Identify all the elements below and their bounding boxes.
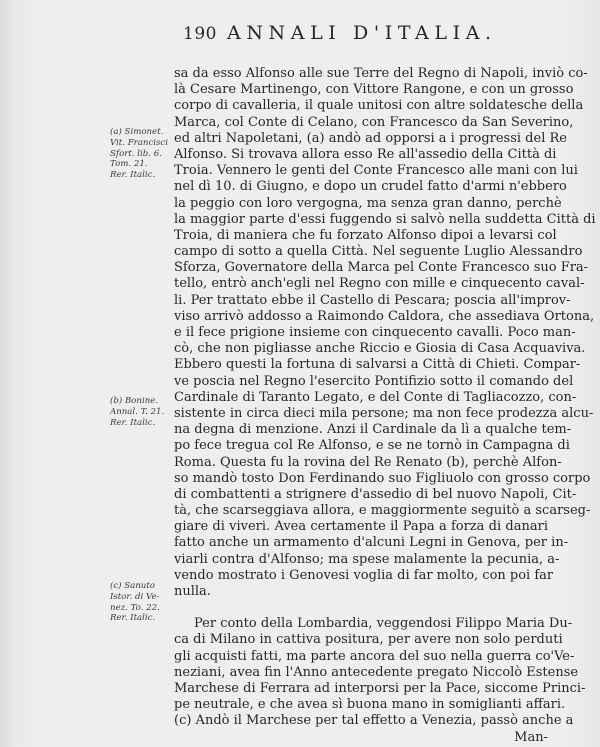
text-line: Per conto della Lombardia, veggendosi Filippo Maria Du- [194,616,573,632]
text-line: pe neutrale, e che avea sì buona mano in somiglianti affari. [174,697,566,713]
text-line: viso arrivò addosso a Raimondo Caldora, che assediava Ortona, [174,308,595,324]
margin-note-line: (c) Sanuto [110,581,155,591]
text-line: la peggio con loro vergogna, ma senza gran danno, perchè [174,195,562,211]
text-line: ed altri Napoletani, (a) andò ad opporsi a i progressi del Re [174,130,567,146]
margin-note-line: Vit. Francisci [110,137,168,148]
text-line: cò, che non pigliasse anche Riccio e Giosia di Casa Acquaviva. [174,341,586,357]
margin-note-line: Sfort. lib. 6. [110,148,162,159]
text-line: Alfonso. Si trovava allora esso Re all'assedio della Città di [174,146,557,162]
margin-note-line: nez. To. 22. [110,602,160,613]
page-number: 190 [183,24,217,44]
text-line: gli acquisti fatti, ma parte ancora del suo nella guerra co'Ve- [174,648,575,664]
text-line: Troia, di maniera che fu forzato Alfonso dipoi a levarsi col [174,227,557,243]
page-header [183,22,543,48]
text-line: tà, che scarseggiava allora, e maggiormente seguitò a scarseg- [174,503,591,519]
text-line: Troia. Vennero le genti del Conte Francesco alle mani con lui [174,163,578,179]
text-line: e il fece prigione insieme con cinquecento cavalli. Poco man- [174,325,576,340]
text-line: là Cesare Martinengo, con Vittore Rangone, e con un grosso [174,82,574,98]
text-line: sa da esso Alfonso alle sue Terre del Regno di Napoli, inviò co- [174,66,588,81]
text-line: (c) Andò il Marchese per tal effetto a Venezia, passò anche a [174,713,574,729]
margin-note-line: Rer. Italic. [110,613,156,624]
margin-note-c [110,581,178,624]
main-text [174,66,596,746]
margin-note-line: Tom. 21. [110,159,148,170]
text-line: corpo di cavalleria, il quale unitosi con altre soldatesche della [174,98,584,114]
text-line: giare di viveri. Avea certamente il Papa a forza di danari [174,519,548,535]
margin-note-line: Rer. Italic. [110,417,156,428]
text-line: vendo mostrato i Genovesi voglia di far molto, con poi far [174,567,554,583]
margin-note-line: (b) Bonine. [110,396,159,406]
text-line: nel dì 10. di Giugno, e dopo un crudel fatto d'armi n'ebbero [174,179,567,195]
text-line: la maggior parte d'essi fuggendo si salvò nella suddetta Città di [174,211,596,227]
text-line: viarli contra d'Alfonso; ma spese malamente la pecunia, a- [174,551,560,567]
text-line: Ebbero questi la fortuna di salvarsi a Città di Chieti. Compar- [174,357,581,373]
margin-note-line: Rer. Italic. [110,170,156,181]
text-line: so mandò tosto Don Ferdinando suo Figliuolo con grosso corpo [174,470,591,486]
margin-note-line: (a) Simonet. [110,127,164,137]
text-line: neziani, avea fin l'Anno antecedente pregato Niccolò Estense [174,664,579,680]
text-line: po fece tregua col Re Alfonso, e se ne tornò in Campagna di [174,438,570,454]
text-line: Sforza, Governatore della Marca pel Conte Francesco suo Fra- [174,260,589,276]
text-line: Cardinale di Taranto Legato, e del Conte di Tagliacozzo, con- [174,389,577,405]
text-line: ve poscia nel Regno l'esercito Pontifizio sotto il comando del [174,373,574,389]
text-line: tello, entrò anch'egli nel Regno con mille e cinquecento caval- [174,276,585,292]
text-line: li. Per trattato ebbe il Castello di Pescara; poscia all'improv- [174,292,571,308]
margin-note-line: Istor. di Ve- [110,591,160,602]
text-line: ca di Milano in cattiva positura, per avere non solo perduti [174,632,563,648]
text-line: fatto anche un armamento d'alcuni Legni in Genova, per in- [174,535,569,551]
text-line: campo di sotto a quella Città. Nel seguente Luglio Alessandro [174,244,583,260]
margin-note-line: Annal. T. 21. [110,406,165,417]
running-head: ANNALI D'ITALIA. [227,22,497,44]
margin-note-a [110,127,178,181]
text-line: Marchese di Ferrara ad interporsi per la Pace, siccome Princi- [174,680,586,696]
paragraph-gap [174,600,548,616]
margin-note-b [110,396,178,428]
text-line: nulla. [174,584,211,599]
text-line: na degna di menzione. Anzi il Cardinale da lì a qualche tem- [174,422,572,438]
catchword: Man- [514,729,548,745]
text-line: Marca, col Conte di Celano, con Francesco da San Severino, [174,114,574,130]
text-line: sistente in circa dieci mila persone; ma non fece prodezza alcu- [174,405,594,421]
text-line: Roma. Questa fu la rovina del Re Renato (b), perchè Alfon- [174,454,562,470]
text-line: di combattenti a strignere d'assedio di bel nuovo Napoli, Cit- [174,486,577,502]
